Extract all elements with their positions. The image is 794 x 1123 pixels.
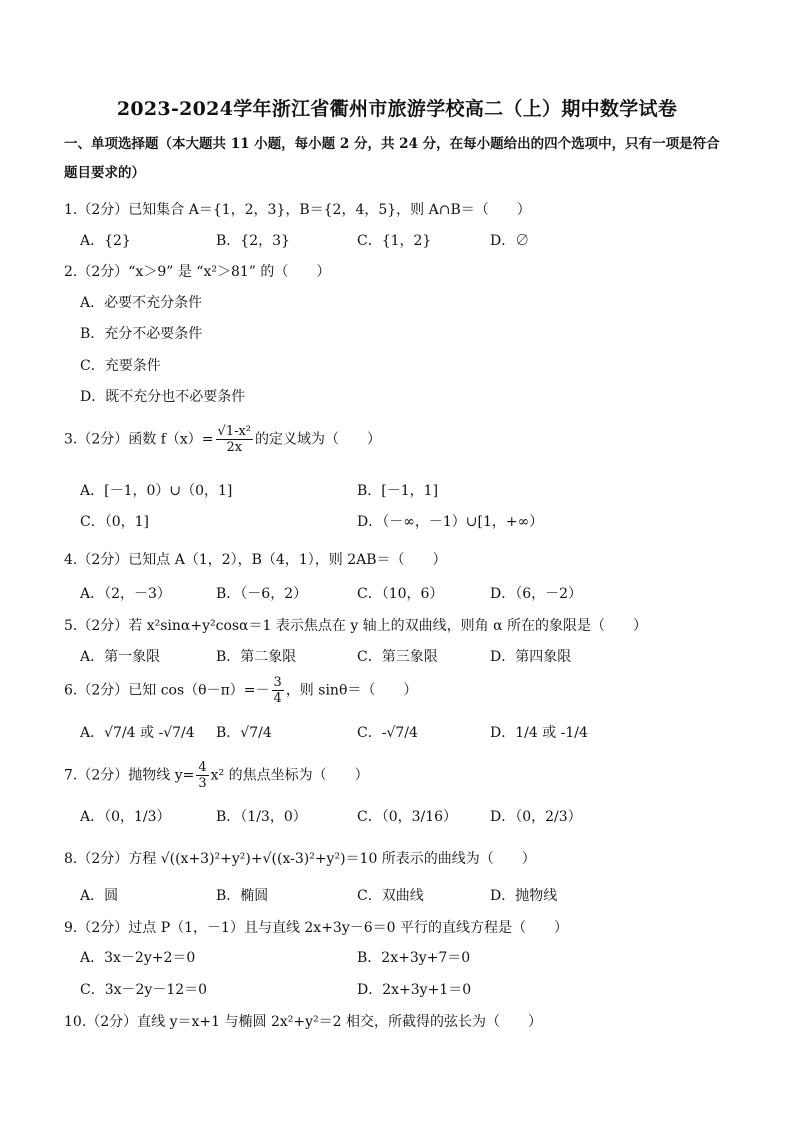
q4-option-b: B．（－6，2） — [216, 586, 308, 602]
q8-option-d: D．抛物线 — [490, 888, 558, 904]
q1-option-d: D．∅ — [490, 233, 530, 249]
q8-option-b: B．椭圆 — [216, 888, 269, 904]
q2-option-a: A．必要不充分条件 — [80, 295, 203, 311]
question-1-stem: 1.（2分）已知集合 A＝{1，2，3}，B＝{2，4，5}，则 A∩B＝（ ） — [64, 202, 531, 218]
q3-option-b: B．[－1，1] — [357, 483, 439, 499]
q6-option-c: C．-√7/4 — [357, 725, 418, 741]
q9-option-b: B．2x+3y+7＝0 — [357, 950, 471, 966]
q2-option-d: D．既不充分也不必要条件 — [80, 389, 246, 405]
q3-option-a: A．[－1，0）∪（0，1] — [80, 483, 233, 499]
q9-option-a: A．3x－2y+2＝0 — [80, 950, 196, 966]
q2-option-b: B．充分不必要条件 — [80, 326, 203, 342]
q1-option-c: C．{1，2} — [357, 233, 432, 249]
q1-option-b: B．{2，3} — [216, 233, 290, 249]
q1-option-a: A．{2} — [80, 233, 131, 249]
parabola-fraction: $\frac{4}{3}$ — [198, 760, 207, 791]
question-5-stem: 5.（2分）若 x²sinα+y²cosα＝1 表示焦点在 y 轴上的双曲线，则角 α 所在的象限是（ ） — [64, 618, 648, 634]
q4-option-a: A．（2，－3） — [80, 586, 171, 602]
q7-option-d: D．（0，2/3） — [490, 809, 582, 825]
q9-option-d: D．2x+3y+1＝0 — [357, 982, 472, 998]
q7-option-c: C．（0，3/16） — [357, 809, 458, 825]
q8-option-c: C．双曲线 — [357, 888, 424, 904]
question-6-stem: 6.（2分）已知 cos（θ－π）=－ $\frac{3}{4}$ ，则 sinθ＝（ ） — [64, 675, 418, 706]
q5-option-a: A．第一象限 — [80, 649, 161, 665]
q7-option-a: A．（0，1/3） — [80, 809, 171, 825]
q5-option-d: D．第四象限 — [490, 649, 572, 665]
q3-option-c: C．（0，1] — [80, 514, 149, 530]
q2-option-c: C．充要条件 — [80, 358, 161, 374]
q3-option-d: D．（－∞，－1）∪[1，+∞） — [357, 514, 544, 530]
question-7-stem: 7.（2分）抛物线 y= $\frac{4}{3}$ x² 的焦点坐标为（ ） — [64, 760, 369, 791]
q5-option-b: B．第二象限 — [216, 649, 297, 665]
q7-option-b: B．（1/3，0） — [216, 809, 307, 825]
q4-option-c: C．（10，6） — [357, 586, 444, 602]
q4-option-d: D．（6，－2） — [490, 586, 583, 602]
q8-option-a: A．圆 — [80, 888, 119, 904]
q9-option-c: C．3x－2y－12＝0 — [80, 982, 208, 998]
question-10-stem: 10.（2分）直线 y＝x+1 与椭圆 2x²+y²＝2 相交，所截得的弦长为（ ） — [64, 1014, 542, 1030]
question-8-stem: 8.（2分）方程 √((x+3)²+y²)+√((x-3)²+y²)＝10 所表示的曲线为（ ） — [64, 851, 536, 867]
q6-option-a: A．√7/4 或 -√7/4 — [80, 725, 195, 741]
question-4-stem: 4.（2分）已知点 A（1，2），B（4，1），则 2AB＝（ ） — [64, 552, 447, 568]
page-title: 2023-2024学年浙江省衢州市旅游学校高二（上）期中数学试卷 — [116, 98, 678, 120]
question-3-stem: 3.（2分）函数 f（x）= $\frac{\text{√1-x²}}{2x}$ 的定义域为（ ） — [64, 424, 382, 455]
cos-fraction: $\frac{3}{4}$ — [273, 675, 282, 706]
q6-option-b: B．√7/4 — [216, 725, 272, 741]
q5-option-c: C．第三象限 — [357, 649, 438, 665]
domain-fraction: $\frac{\text{√1-x²}}{2x}$ — [217, 424, 252, 455]
section-heading: 一、单项选择题（本大题共 11 小题，每小题 2 分，共 24 分，在每小题给出的四个选项中，只有一项是符合 题目要求的） — [64, 136, 720, 181]
question-9-stem: 9.（2分）过点 P（1，－1）且与直线 2x+3y－6＝0 平行的直线方程是（ ） — [64, 920, 569, 936]
question-2-stem: 2.（2分）“x＞9” 是 “x²＞81” 的（ ） — [64, 264, 331, 280]
q6-option-d: D．1/4 或 -1/4 — [490, 725, 588, 741]
